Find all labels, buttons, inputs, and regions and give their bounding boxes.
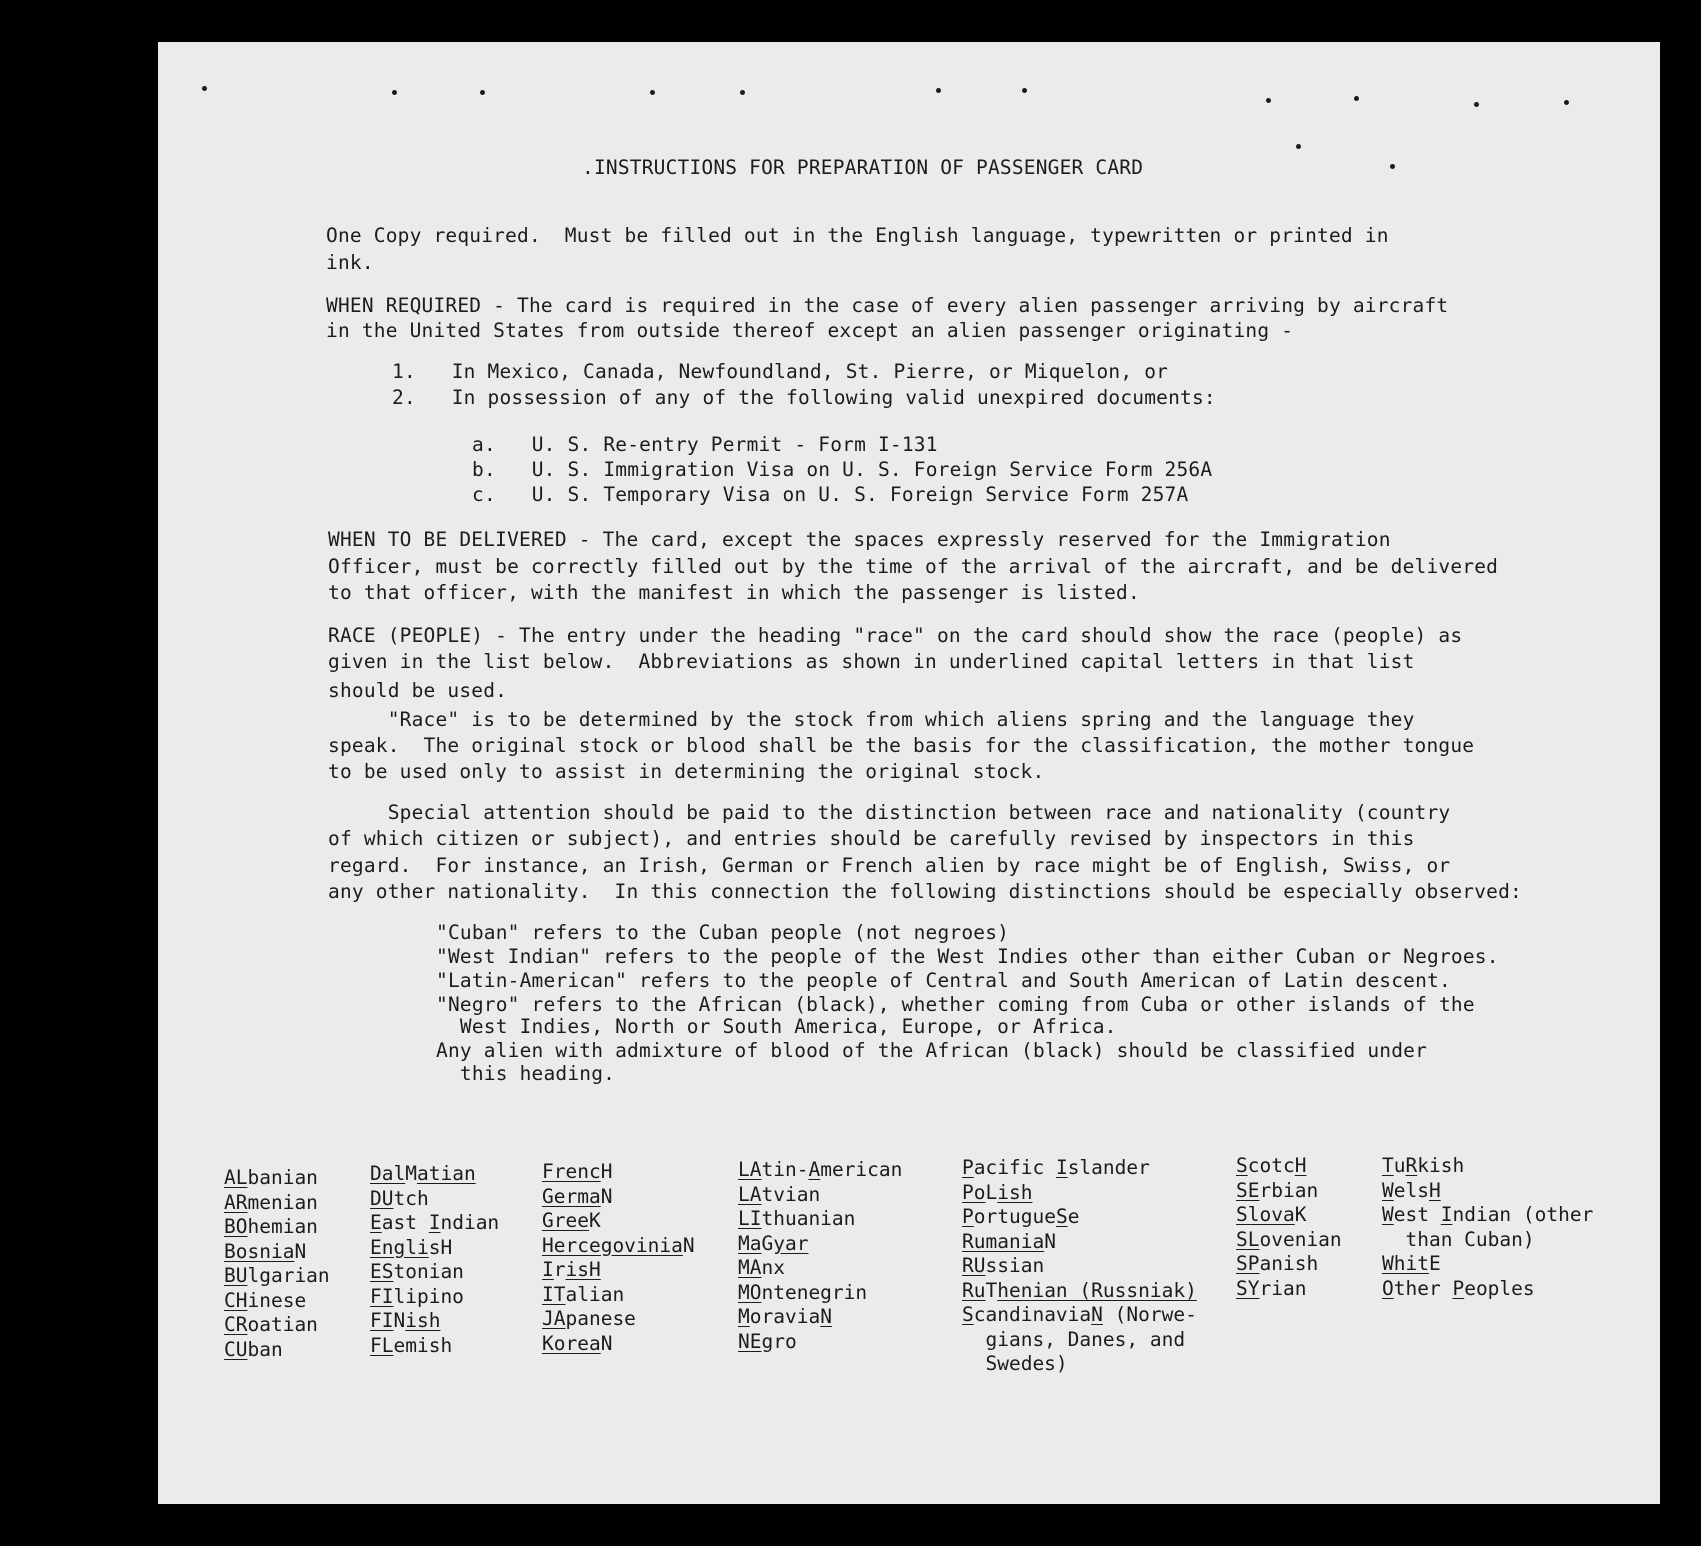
race-item-text: Swedes)	[962, 1352, 1068, 1375]
speck	[1390, 164, 1395, 169]
race-item-text: cotc	[1247, 1154, 1295, 1177]
race-item-text: H	[600, 1160, 613, 1183]
race-item-text: K	[1294, 1203, 1307, 1226]
race-item	[370, 1285, 499, 1310]
text-line: to that officer, with the manifest in which the passenger is listed.	[328, 581, 1140, 604]
list-item: 2. In possession of any of the following valid unexpired documents:	[392, 386, 1216, 409]
race-item-text: I	[1440, 1203, 1453, 1226]
text-line: given in the list below. Abbreviations as shown in underlined capital letters in that list	[328, 650, 1415, 673]
race-item-text: N	[294, 1239, 307, 1263]
race-item-text: SP	[1236, 1252, 1260, 1275]
race-item	[962, 1230, 1197, 1255]
race-item-text: menian	[247, 1190, 318, 1214]
race-item	[738, 1256, 902, 1281]
race-item-text: gro	[761, 1329, 797, 1353]
race-item	[542, 1332, 695, 1357]
race-item-text: BU	[224, 1264, 248, 1287]
race-item-text: banian	[247, 1166, 318, 1189]
race-item	[224, 1240, 330, 1265]
race-item-text: lgarian	[247, 1264, 330, 1287]
race-item-text: LA	[738, 1182, 762, 1206]
race-item-text: ES	[370, 1260, 394, 1283]
race-item-text: P	[962, 1205, 974, 1228]
race-item	[1382, 1154, 1593, 1179]
race-item-text: e	[1067, 1205, 1080, 1228]
race-item	[542, 1185, 695, 1210]
text-line: One Copy required. Must be filled out in the English language, typewritten or printed in	[326, 224, 1389, 247]
race-item-text: slander	[1067, 1156, 1150, 1179]
race-item-text: I	[542, 1258, 554, 1281]
race-item-text: Hercegovinia	[542, 1233, 683, 1257]
race-item-text: oatian	[247, 1313, 318, 1336]
race-item	[962, 1279, 1197, 1304]
race-item-text: Korea	[542, 1331, 601, 1355]
race-item-text: tvian	[761, 1182, 821, 1206]
race-column	[542, 1160, 695, 1356]
page-title: .INSTRUCTIONS FOR PREPARATION OF PASSENGER CARD	[582, 156, 1144, 179]
race-item-text: lipino	[393, 1284, 464, 1308]
list-item: c. U. S. Temporary Visa on U. S. Foreign Service Form 257A	[472, 483, 1189, 506]
text-line: any other nationality. In this connection the following distinctions should be especially observed:	[328, 880, 1522, 903]
race-item-text: CH	[224, 1288, 248, 1312]
race-item-text: R	[1405, 1154, 1418, 1177]
race-item	[542, 1258, 695, 1283]
race-item	[1382, 1277, 1593, 1302]
list-item: this heading.	[436, 1062, 616, 1085]
race-column	[370, 1162, 499, 1358]
race-item	[542, 1283, 695, 1308]
race-item-text: T	[985, 1278, 998, 1302]
race-item-text: W	[1382, 1203, 1394, 1226]
race-item-text: ortugue	[973, 1205, 1056, 1228]
race-item-text: ovenian	[1259, 1227, 1342, 1251]
race-item	[962, 1352, 1197, 1377]
race-item	[370, 1334, 499, 1359]
race-item-text: Gree	[542, 1209, 589, 1232]
race-item-text: AL	[224, 1166, 248, 1189]
race-item-text: than Cuban)	[1382, 1227, 1535, 1251]
race-item	[1382, 1179, 1593, 1204]
race-item	[370, 1162, 499, 1187]
race-item-text: Slova	[1236, 1203, 1295, 1226]
list-item: "Cuban" refers to the Cuban people (not negroes)	[436, 921, 1010, 944]
race-column	[1236, 1154, 1342, 1301]
text-line: regard. For instance, an Irish, German or French alien by race might be of English, Swiss, or	[328, 854, 1451, 877]
race-item-text: nx	[761, 1256, 785, 1279]
race-item-text: kish	[1417, 1154, 1465, 1177]
race-item	[962, 1303, 1197, 1328]
race-item-text: ban	[247, 1337, 283, 1361]
document-page	[158, 42, 1660, 1504]
race-item-text: SE	[1236, 1178, 1260, 1202]
race-item-text: ssian	[985, 1254, 1045, 1277]
race-item-text: MA	[738, 1256, 762, 1279]
race-item-text: LI	[738, 1207, 762, 1230]
text-line: of which citizen or subject), and entries should be carefully revised by inspectors in this	[328, 827, 1415, 850]
race-item	[738, 1305, 902, 1330]
race-item-text: ther	[1393, 1276, 1453, 1300]
speck	[936, 88, 941, 93]
text-line: should be used.	[328, 679, 508, 702]
speck	[1266, 98, 1271, 103]
race-item-text: isH	[565, 1258, 601, 1281]
race-item-text: N	[600, 1184, 613, 1208]
race-item-text: Dal	[370, 1162, 406, 1185]
race-item	[962, 1181, 1197, 1206]
race-item-text: IT	[542, 1282, 566, 1306]
race-item-text: P	[962, 1156, 974, 1179]
race-item	[224, 1191, 330, 1216]
race-item-text: Ru	[962, 1278, 986, 1302]
race-item-text: S	[1236, 1154, 1248, 1177]
race-item	[370, 1236, 499, 1261]
race-column	[738, 1158, 902, 1354]
race-item	[738, 1207, 902, 1232]
race-item	[962, 1254, 1197, 1279]
race-item-text: thuanian	[761, 1207, 856, 1230]
race-item-text: sH	[428, 1235, 453, 1259]
race-item	[1236, 1277, 1342, 1302]
race-item	[542, 1234, 695, 1259]
race-item-text: ndian	[440, 1211, 500, 1234]
race-item-text: N	[393, 1309, 406, 1332]
race-item	[1236, 1154, 1342, 1179]
race-item	[370, 1309, 499, 1334]
race-item-text: tonian	[393, 1260, 464, 1283]
race-item-text: Whit	[1382, 1252, 1429, 1275]
race-item-text: AR	[224, 1190, 248, 1214]
race-item-text: O	[1382, 1276, 1394, 1300]
speck	[480, 90, 485, 95]
race-item-text: Rumania	[962, 1229, 1045, 1253]
race-column	[1382, 1154, 1593, 1301]
race-item-text: BO	[224, 1215, 248, 1238]
speck	[1474, 102, 1479, 107]
race-item-text: M	[405, 1162, 417, 1185]
race-item	[1236, 1252, 1342, 1277]
race-item-text: ish	[405, 1309, 441, 1332]
race-item-text: S	[1055, 1205, 1068, 1228]
race-item-text: Frenc	[542, 1160, 601, 1183]
race-item	[224, 1338, 330, 1363]
list-item: b. U. S. Immigration Visa on U. S. Foreign Service Form 256A	[472, 458, 1213, 481]
text-line: speak. The original stock or blood shall be the basis for the classification, the mother tongue	[328, 734, 1475, 757]
race-item-text: Bosnia	[224, 1239, 295, 1263]
race-item-text: T	[1382, 1154, 1394, 1177]
race-item-text: els	[1393, 1178, 1429, 1202]
speck	[740, 90, 745, 95]
race-item-text: S	[962, 1303, 974, 1326]
race-item-text: (Norwe-	[1102, 1303, 1197, 1326]
race-item	[1236, 1228, 1342, 1253]
race-item	[1236, 1203, 1342, 1228]
race-item-text: M	[738, 1305, 750, 1328]
race-item-text: W	[1382, 1178, 1394, 1202]
race-item-text: anish	[1259, 1252, 1319, 1275]
list-item: a. U. S. Re-entry Permit - Form I-131	[472, 433, 938, 456]
race-item-text: yar	[773, 1231, 809, 1255]
race-item-text: N	[820, 1305, 832, 1328]
race-item-text: FI	[370, 1284, 394, 1308]
race-item-text: atian	[416, 1162, 476, 1185]
race-item-text: I	[1055, 1156, 1068, 1179]
race-item	[224, 1215, 330, 1240]
race-item-text: tin-	[761, 1158, 809, 1181]
race-item-text: G	[761, 1231, 774, 1255]
list-item: "Latin-American" refers to the people of Central and South American of Latin descent.	[436, 969, 1451, 992]
race-item-text: FL	[370, 1333, 394, 1357]
race-item	[1236, 1179, 1342, 1204]
race-item-text: ast	[381, 1211, 429, 1234]
race-item	[738, 1232, 902, 1257]
race-column	[224, 1166, 330, 1362]
speck	[1296, 144, 1301, 149]
race-item-text: ntenegrin	[761, 1280, 868, 1304]
race-item-text: SY	[1236, 1276, 1260, 1300]
text-line: to be used only to assist in determining the original stock.	[328, 760, 1045, 783]
speck	[1022, 88, 1027, 93]
race-item	[224, 1313, 330, 1338]
race-item-text: H	[1428, 1178, 1441, 1202]
race-item-text: merican	[820, 1158, 903, 1181]
race-item-text: panese	[565, 1307, 636, 1330]
race-item-text: ndian (other	[1452, 1203, 1594, 1226]
race-item-text: L	[985, 1180, 998, 1204]
list-item: "Negro" refers to the African (black), whether coming from Cuba or other islands of the	[436, 993, 1475, 1016]
text-line: Officer, must be correctly filled out by the time of the arrival of the aircraft, and be delivered	[328, 555, 1499, 578]
speck	[1354, 96, 1359, 101]
race-item	[224, 1289, 330, 1314]
race-item-text: ish	[997, 1180, 1033, 1204]
speck	[202, 86, 207, 91]
list-item: West Indies, North or South America, Europe, or Africa.	[436, 1015, 1117, 1038]
race-item-text: I	[428, 1211, 441, 1234]
race-item	[738, 1330, 902, 1355]
race-item-text: r	[553, 1258, 566, 1281]
text-line: in the United States from outside thereof except an alien passenger originating -	[326, 319, 1294, 342]
race-item	[542, 1160, 695, 1185]
race-item-text: SL	[1236, 1227, 1260, 1251]
race-item	[370, 1187, 499, 1212]
race-item-text: u	[1393, 1154, 1406, 1177]
race-item-text: gians, Danes, and	[962, 1327, 1186, 1351]
race-item-text: inese	[247, 1288, 307, 1312]
race-item-text: N	[600, 1331, 613, 1355]
race-item-text: rian	[1259, 1276, 1307, 1300]
text-line: RACE (PEOPLE) - The entry under the heading "race" on the card should show the race (people) as	[328, 624, 1463, 647]
race-item	[224, 1264, 330, 1289]
list-item: "West Indian" refers to the people of the West Indies other than either Cuban or Negroes.	[436, 945, 1499, 968]
race-item-text: N	[1091, 1303, 1103, 1326]
text-line: Special attention should be paid to the distinction between race and nationality (country	[328, 801, 1451, 824]
race-item	[738, 1183, 902, 1208]
race-item-text: FI	[370, 1309, 394, 1332]
race-item-text: RU	[962, 1254, 986, 1277]
speck	[650, 90, 655, 95]
race-item-text: alian	[565, 1282, 625, 1306]
race-item-text: A	[808, 1158, 821, 1181]
race-item-text: tch	[393, 1186, 429, 1210]
race-item-text: NE	[738, 1329, 762, 1353]
race-item-text: CR	[224, 1313, 248, 1336]
race-item-text: DU	[370, 1186, 394, 1210]
race-item-text: P	[1452, 1276, 1465, 1300]
race-item-text: CU	[224, 1337, 248, 1361]
race-item	[962, 1156, 1197, 1181]
race-item-text: LA	[738, 1158, 762, 1181]
race-item-text: H	[1294, 1154, 1307, 1177]
text-line: WHEN TO BE DELIVERED - The card, except the spaces expressly reserved for the Immigration	[328, 528, 1391, 551]
text-line: WHEN REQUIRED - The card is required in the case of every alien passenger arriving by aircraft	[326, 294, 1449, 317]
race-item	[224, 1166, 330, 1191]
race-item-text: hemian	[247, 1215, 318, 1238]
race-item-text: Germa	[542, 1184, 601, 1208]
race-item	[738, 1158, 902, 1183]
race-item-text: JA	[542, 1307, 566, 1330]
text-line: ink.	[326, 251, 374, 274]
race-item-text: Po	[962, 1180, 986, 1204]
race-item	[738, 1281, 902, 1306]
race-item	[542, 1209, 695, 1234]
race-item-text: K	[588, 1209, 601, 1232]
race-item-text: acific	[973, 1156, 1056, 1179]
race-item-text: oravia	[749, 1305, 821, 1328]
race-item-text: MO	[738, 1280, 762, 1304]
race-item-text: Ma	[738, 1231, 762, 1255]
race-item-text: E	[1428, 1252, 1441, 1275]
race-item	[1382, 1252, 1593, 1277]
race-item-text: henian (Russniak)	[997, 1278, 1197, 1302]
race-item-text: Engli	[370, 1235, 429, 1259]
list-item: 1. In Mexico, Canada, Newfoundland, St. Pierre, or Miquelon, or	[392, 360, 1169, 383]
speck	[392, 90, 397, 95]
speck	[1564, 100, 1569, 105]
race-item	[542, 1307, 695, 1332]
text-line: "Race" is to be determined by the stock from which aliens spring and the language they	[328, 708, 1415, 731]
list-item: Any alien with admixture of blood of the African (black) should be classified under	[436, 1039, 1428, 1062]
race-item-text: emish	[393, 1333, 453, 1357]
race-item	[370, 1260, 499, 1285]
race-item	[370, 1211, 499, 1236]
race-item	[1382, 1228, 1593, 1253]
race-item-text: N	[682, 1233, 695, 1257]
race-item	[962, 1328, 1197, 1353]
race-item-text: E	[370, 1211, 382, 1234]
race-item	[1382, 1203, 1593, 1228]
race-item-text: est	[1393, 1203, 1441, 1226]
race-item-text: eoples	[1464, 1276, 1535, 1300]
race-item-text: candinavia	[973, 1303, 1092, 1326]
race-item	[962, 1205, 1197, 1230]
race-item-text: N	[1044, 1229, 1056, 1253]
race-column	[962, 1156, 1197, 1377]
race-item-text: rbian	[1259, 1178, 1319, 1202]
